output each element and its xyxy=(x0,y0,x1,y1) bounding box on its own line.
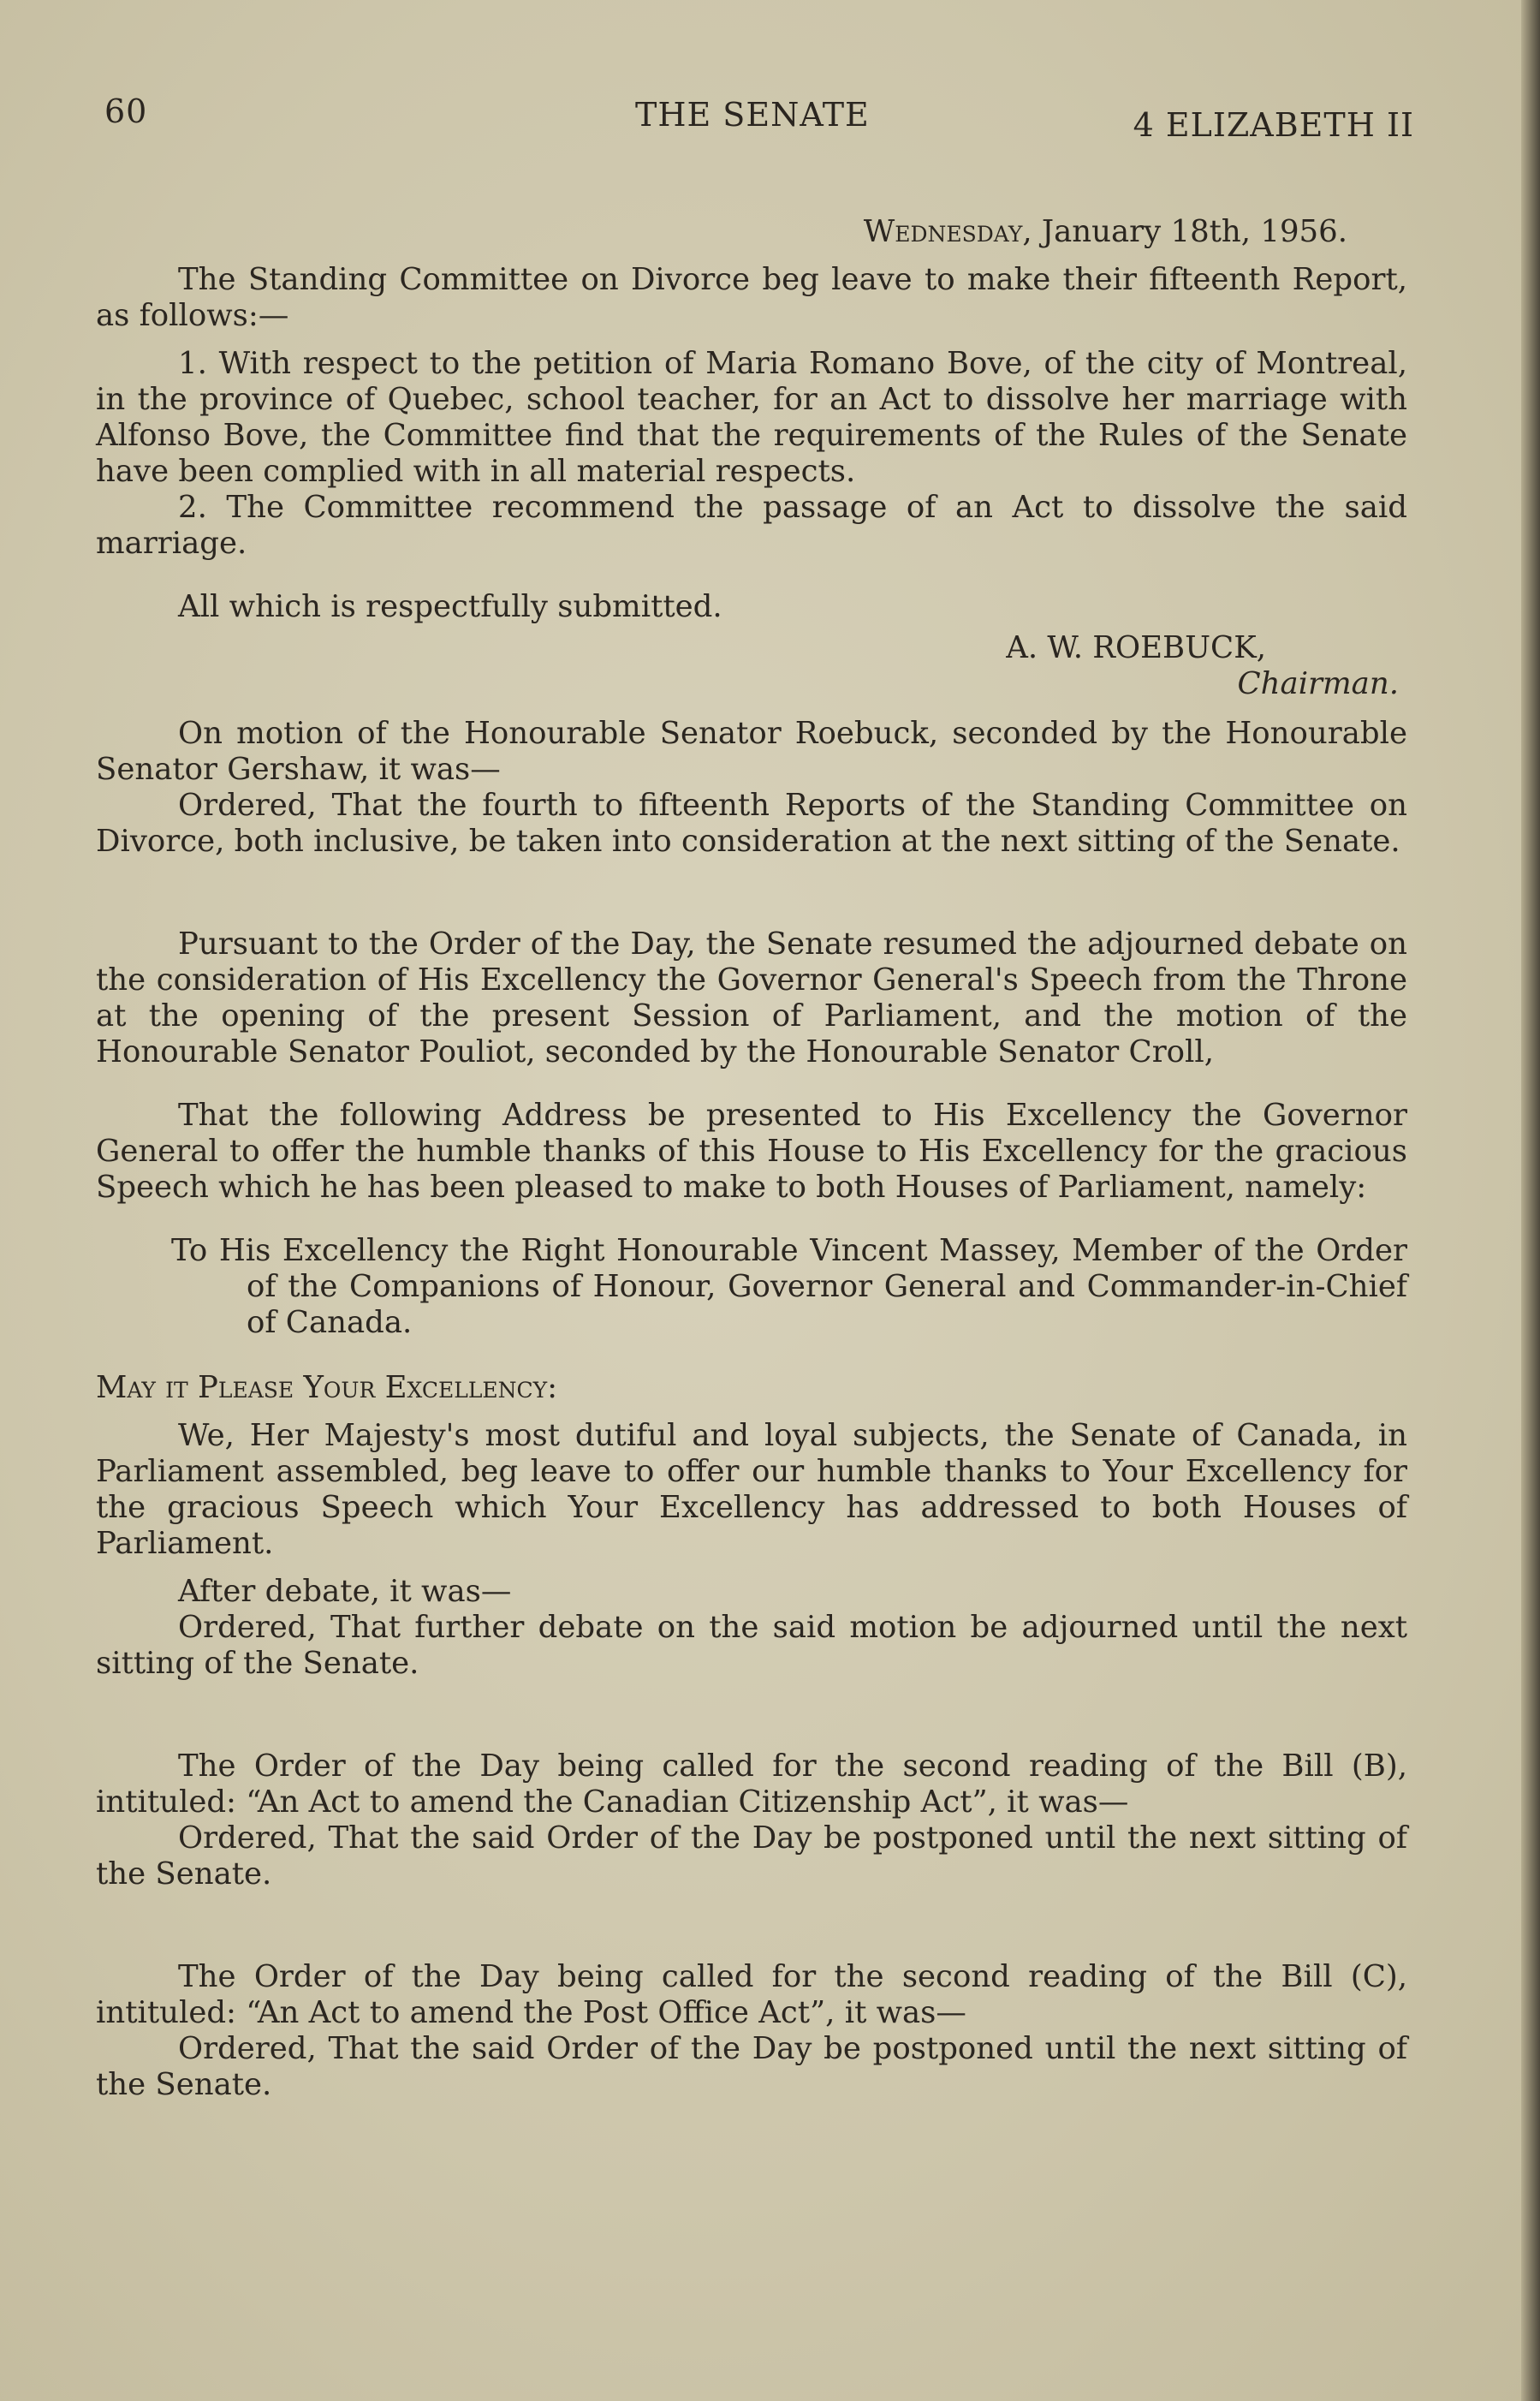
entry-date-rest: , January 18th, 1956. xyxy=(1022,214,1347,249)
addressee: To His Excellency the Right Honourable Vincent Massey, Member of the Order of the Companions of Honour, Governor General and Commander-in-Chief of Canada. xyxy=(171,1233,1407,1340)
report-intro: The Standing Committee on Divorce beg leave to make their fifteenth Report, as follows:— xyxy=(96,262,1407,333)
page-header xyxy=(104,92,1414,144)
entry-weekday: Wednesday xyxy=(863,214,1023,249)
signatory-name: A. W. ROEBUCK, xyxy=(1006,630,1266,665)
motion-text: On motion of the Honourable Senator Roebuck, seconded by the Honourable Senator Gershaw, it was— xyxy=(96,716,1407,787)
address-body: We, Her Majesty's most dutiful and loyal subjects, the Senate of Canada, in Parliament assembled, beg leave to offer our humble thanks to Your Excellency for the gracious Speech which Your Excellency has addressed to both Houses of Parliament. xyxy=(96,1418,1407,1561)
report-item-2: 2. The Committee recommend the passage of an Act to dissolve the said marriage. xyxy=(96,490,1407,561)
running-title: THE SENATE xyxy=(635,96,870,134)
signatory-role: Chairman. xyxy=(1237,666,1399,701)
debate-order: Ordered, That further debate on the said motion be adjourned until the next sitting of the Senate. xyxy=(96,1610,1407,1681)
bill-c-order: Ordered, That the said Order of the Day be postponed until the next sitting of the Senate. xyxy=(96,2031,1407,2102)
page-edge-shadow xyxy=(1521,0,1540,2401)
report-submitted: All which is respectfully submitted. xyxy=(178,589,722,624)
session-label: 4 ELIZABETH II xyxy=(1133,106,1414,144)
debate-pursuant: Pursuant to the Order of the Day, the Senate resumed the adjourned debate on the consideration of His Excellency the Governor General's Speech from the Throne at the opening of the present Session of Parliament, and the motion of the Honourable Senator Pouliot, seconded by the Honourable Senator Croll, xyxy=(96,926,1407,1069)
salutation: May it Please Your Excellency: xyxy=(96,1370,558,1405)
address-intro: That the following Address be presented to His Excellency the Governor General to offer the humble thanks of this House to His Excellency for the gracious Speech which he has been pleased to make to both Houses of Parliament, namely: xyxy=(96,1098,1407,1205)
bill-b-order: Ordered, That the said Order of the Day be postponed until the next sitting of the Senate. xyxy=(96,1820,1407,1892)
entry-date xyxy=(96,214,1407,250)
bill-b-text: The Order of the Day being called for the second reading of the Bill (B), intituled: “An Act to amend the Canadian Citizenship Act”, it was— xyxy=(96,1749,1407,1820)
page-number: 60 xyxy=(104,92,148,130)
motion-order: Ordered, That the fourth to fifteenth Reports of the Standing Committee on Divorce, both inclusive, be taken into consideration at the next sitting of the Senate. xyxy=(96,788,1407,859)
bill-c-text: The Order of the Day being called for the second reading of the Bill (C), intituled: “An Act to amend the Post Office Act”, it was— xyxy=(96,1959,1407,2030)
report-item-1: 1. With respect to the petition of Maria Romano Bove, of the city of Montreal, in the province of Quebec, school teacher, for an Act to dissolve her marriage with Alfonso Bove, the Committee find that the requirements of the Rules of the Senate have been complied with in all material respects. xyxy=(96,346,1407,489)
journal-body xyxy=(96,214,1407,2103)
after-debate: After debate, it was— xyxy=(178,1574,512,1609)
